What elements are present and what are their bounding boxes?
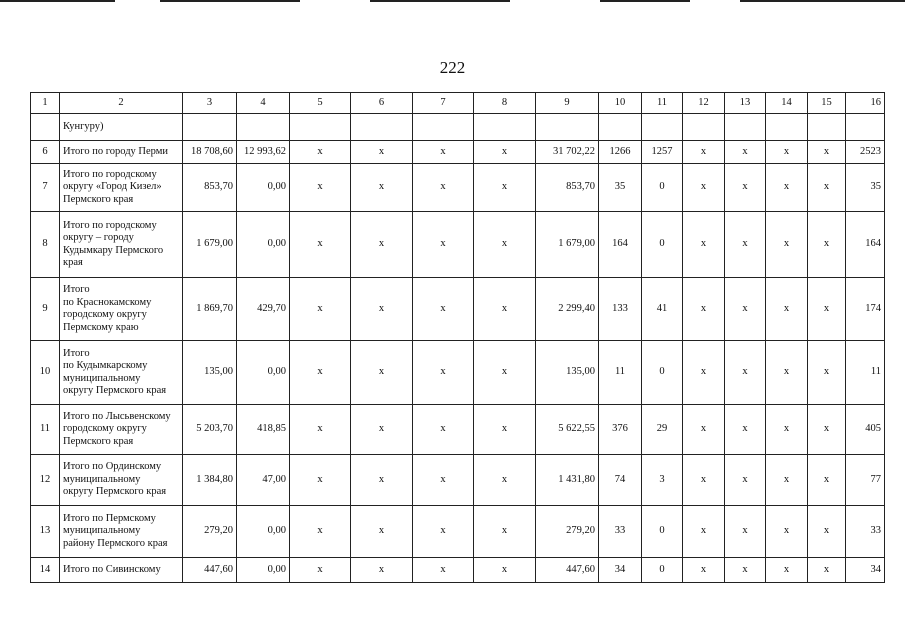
table-row [31, 405, 885, 455]
row-name-cell [60, 141, 183, 164]
cell-c6: х [351, 455, 413, 506]
cell-c8: х [474, 341, 536, 405]
cell-c13 [725, 114, 766, 141]
cell-c5: х [290, 278, 351, 341]
cell-c4: 47,00 [237, 455, 290, 506]
cell-c5: х [290, 341, 351, 405]
cell-c5: х [290, 558, 351, 583]
cell-c12: х [683, 558, 725, 583]
cell-c8: х [474, 405, 536, 455]
cell-c14 [766, 114, 808, 141]
cell-c9: 5 622,55 [536, 405, 599, 455]
top-rule-mid [370, 0, 510, 2]
cell-c14: х [766, 164, 808, 212]
cell-c13: х [725, 212, 766, 278]
cell-c7 [413, 114, 474, 141]
header-cell-10: 10 [599, 93, 642, 114]
cell-c4: 418,85 [237, 405, 290, 455]
cell-c6: х [351, 558, 413, 583]
cell-c15: х [808, 164, 846, 212]
row-name-line: Итого по Ординскому [63, 461, 162, 473]
cell-c14: х [766, 455, 808, 506]
cell-c3: 5 203,70 [183, 405, 237, 455]
row-name-line: Итого по городу Перми [63, 145, 169, 157]
cell-c15: х [808, 506, 846, 558]
cell-c10: 133 [599, 278, 642, 341]
cell-c10: 33 [599, 506, 642, 558]
cell-c7: х [413, 506, 474, 558]
header-cell-5: 5 [290, 93, 351, 114]
page-number: 222 [439, 58, 466, 77]
cell-c9: 279,20 [536, 506, 599, 558]
cell-c11: 29 [642, 405, 683, 455]
cell-c15: х [808, 278, 846, 341]
cell-c13: х [725, 558, 766, 583]
cell-c6: х [351, 212, 413, 278]
cell-c4 [237, 114, 290, 141]
cell-c10: 74 [599, 455, 642, 506]
cell-c12 [683, 114, 725, 141]
cell-c14: х [766, 141, 808, 164]
cell-c11: 41 [642, 278, 683, 341]
row-number-cell: 9 [31, 278, 60, 341]
header-cell-15: 15 [808, 93, 846, 114]
table-body [31, 114, 885, 583]
row-number-cell: 14 [31, 558, 60, 583]
cell-c9: 447,60 [536, 558, 599, 583]
cell-c10 [599, 114, 642, 141]
cell-c4: 0,00 [237, 164, 290, 212]
cell-c4: 0,00 [237, 558, 290, 583]
data-table [30, 92, 885, 583]
top-rule-far-right [740, 0, 905, 2]
cell-c9: 853,70 [536, 164, 599, 212]
row-name-cell [60, 278, 183, 341]
cell-c16: 35 [846, 164, 885, 212]
cell-c15: х [808, 341, 846, 405]
cell-c5: х [290, 141, 351, 164]
cell-c3: 1 869,70 [183, 278, 237, 341]
cell-c5 [290, 114, 351, 141]
cell-c5: х [290, 164, 351, 212]
cell-c15: х [808, 455, 846, 506]
cell-c8: х [474, 278, 536, 341]
cell-c3: 135,00 [183, 341, 237, 405]
cell-c3: 1 679,00 [183, 212, 237, 278]
cell-c11: 0 [642, 212, 683, 278]
cell-c12: х [683, 278, 725, 341]
cell-c3: 279,20 [183, 506, 237, 558]
cell-c13: х [725, 141, 766, 164]
cell-c16 [846, 114, 885, 141]
cell-c8: х [474, 164, 536, 212]
cell-c7: х [413, 278, 474, 341]
row-name-line: по Кудымкарскому [63, 360, 148, 371]
cell-c7: х [413, 141, 474, 164]
cell-c3: 18 708,60 [183, 141, 237, 164]
row-name-cell [60, 164, 183, 212]
header-cell-8: 8 [474, 93, 536, 114]
cell-c8: х [474, 506, 536, 558]
cell-c8: х [474, 141, 536, 164]
header-cell-2: 2 [60, 93, 183, 114]
cell-c12: х [683, 141, 725, 164]
cell-c7: х [413, 212, 474, 278]
cell-c8 [474, 114, 536, 141]
row-name-cell [60, 114, 183, 141]
table-row [31, 558, 885, 583]
cell-c6: х [351, 405, 413, 455]
cell-c5: х [290, 212, 351, 278]
cell-c16: 33 [846, 506, 885, 558]
cell-c14: х [766, 405, 808, 455]
header-cell-1: 1 [31, 93, 60, 114]
cell-c13: х [725, 341, 766, 405]
cell-c9: 135,00 [536, 341, 599, 405]
row-name-line: Итого [63, 347, 90, 359]
cell-c13: х [725, 405, 766, 455]
cell-c15: х [808, 212, 846, 278]
cell-c6: х [351, 278, 413, 341]
cell-c5: х [290, 405, 351, 455]
row-name-cell [60, 212, 183, 278]
header-cell-3: 3 [183, 93, 237, 114]
cell-c15: х [808, 141, 846, 164]
cell-c14: х [766, 558, 808, 583]
top-rule-mid-left [160, 0, 300, 2]
table-row [31, 164, 885, 212]
row-number-cell: 6 [31, 141, 60, 164]
cell-c13: х [725, 506, 766, 558]
row-name-line: городскому округу [63, 309, 147, 320]
table-row [31, 114, 885, 141]
cell-c16: 2523 [846, 141, 885, 164]
cell-c11: 0 [642, 506, 683, 558]
row-name-cell [60, 405, 183, 455]
table-row [31, 341, 885, 405]
row-name-line: округу Пермского края [63, 385, 167, 396]
cell-c10: 35 [599, 164, 642, 212]
row-name-line: Итого по городскому [63, 168, 157, 180]
cell-c11: 0 [642, 558, 683, 583]
cell-c12: х [683, 164, 725, 212]
cell-c7: х [413, 455, 474, 506]
row-name-cell [60, 558, 183, 583]
cell-c11: 1257 [642, 141, 683, 164]
row-name-line: Итого [63, 284, 90, 295]
cell-c13: х [725, 278, 766, 341]
header-cell-9: 9 [536, 93, 599, 114]
cell-c3: 1 384,80 [183, 455, 237, 506]
cell-c16: 174 [846, 278, 885, 341]
cell-c16: 164 [846, 212, 885, 278]
row-number-cell: 13 [31, 506, 60, 558]
cell-c4: 12 993,62 [237, 141, 290, 164]
cell-c10: 11 [599, 341, 642, 405]
table-row [31, 278, 885, 341]
row-name-line: округу Пермского края [63, 486, 167, 498]
cell-c7: х [413, 341, 474, 405]
table-row [31, 212, 885, 278]
table-row [31, 141, 885, 164]
row-name-line: муниципальному [63, 525, 141, 537]
row-number-cell: 11 [31, 405, 60, 455]
cell-c6: х [351, 506, 413, 558]
header-row [31, 93, 885, 114]
row-name-line: Итого по Лысьвенскому [63, 410, 171, 422]
top-rule-left [0, 0, 115, 2]
cell-c16: 11 [846, 341, 885, 405]
cell-c11: 0 [642, 341, 683, 405]
cell-c11 [642, 114, 683, 141]
row-name-line: по Краснокамскому [63, 296, 152, 308]
header-cell-16: 16 [846, 93, 885, 114]
cell-c4: 0,00 [237, 212, 290, 278]
row-name-cell [60, 341, 183, 405]
row-name-line: края [63, 257, 83, 268]
cell-c11: 0 [642, 164, 683, 212]
cell-c5: х [290, 506, 351, 558]
header-cell-14: 14 [766, 93, 808, 114]
cell-c12: х [683, 212, 725, 278]
cell-c4: 0,00 [237, 506, 290, 558]
row-name-cell [60, 506, 183, 558]
cell-c3: 853,70 [183, 164, 237, 212]
cell-c9: 1 431,80 [536, 455, 599, 506]
cell-c10: 34 [599, 558, 642, 583]
row-name-line: Итого по городскому [63, 219, 157, 231]
cell-c12: х [683, 506, 725, 558]
cell-c16: 77 [846, 455, 885, 506]
cell-c13: х [725, 455, 766, 506]
row-number-cell [31, 114, 60, 141]
cell-c14: х [766, 506, 808, 558]
row-name-line: муниципальному [63, 473, 141, 485]
top-rule-right [600, 0, 690, 2]
cell-c7: х [413, 405, 474, 455]
cell-c3: 447,60 [183, 558, 237, 583]
header-cell-4: 4 [237, 93, 290, 114]
header-cell-13: 13 [725, 93, 766, 114]
cell-c4: 0,00 [237, 341, 290, 405]
header-cell-12: 12 [683, 93, 725, 114]
row-name-line: муниципальному [63, 372, 141, 384]
row-name-line: Итого по Сивинскому [63, 563, 161, 575]
row-name-cell [60, 455, 183, 506]
row-name-line: району Пермского края [63, 537, 168, 549]
cell-c10: 164 [599, 212, 642, 278]
row-name-line: Пермскому краю [63, 321, 139, 333]
table-row [31, 455, 885, 506]
cell-c10: 376 [599, 405, 642, 455]
cell-c15: х [808, 558, 846, 583]
row-number-cell: 7 [31, 164, 60, 212]
cell-c6: х [351, 164, 413, 212]
row-name-line: Кудымкару Пермского [63, 244, 164, 256]
cell-c10: 1266 [599, 141, 642, 164]
cell-c16: 405 [846, 405, 885, 455]
cell-c5: х [290, 455, 351, 506]
cell-c12: х [683, 405, 725, 455]
row-name-line: округу – городу [63, 232, 134, 243]
cell-c12: х [683, 341, 725, 405]
row-name-line: Пермского края [63, 435, 134, 447]
cell-c9: 1 679,00 [536, 212, 599, 278]
cell-c13: х [725, 164, 766, 212]
cell-c9 [536, 114, 599, 141]
header-cell-6: 6 [351, 93, 413, 114]
row-name-line: Кунгуру) [63, 120, 104, 132]
cell-c8: х [474, 212, 536, 278]
header-cell-7: 7 [413, 93, 474, 114]
cell-c9: 2 299,40 [536, 278, 599, 341]
cell-c16: 34 [846, 558, 885, 583]
cell-c9: 31 702,22 [536, 141, 599, 164]
cell-c4: 429,70 [237, 278, 290, 341]
row-name-line: Итого по Пермскому [63, 512, 156, 524]
row-name-line: округу «Город Кизел» [63, 181, 162, 193]
cell-c14: х [766, 341, 808, 405]
header-cell-11: 11 [642, 93, 683, 114]
cell-c12: х [683, 455, 725, 506]
table-row [31, 506, 885, 558]
cell-c7: х [413, 164, 474, 212]
cell-c8: х [474, 558, 536, 583]
cell-c15 [808, 114, 846, 141]
row-name-line: городскому округу [63, 423, 147, 435]
cell-c7: х [413, 558, 474, 583]
cell-c8: х [474, 455, 536, 506]
cell-c6: х [351, 341, 413, 405]
row-number-cell: 12 [31, 455, 60, 506]
row-number-cell: 10 [31, 341, 60, 405]
cell-c15: х [808, 405, 846, 455]
cell-c3 [183, 114, 237, 141]
row-name-line: Пермского края [63, 193, 134, 205]
cell-c11: 3 [642, 455, 683, 506]
row-number-cell: 8 [31, 212, 60, 278]
cell-c6: х [351, 141, 413, 164]
cell-c6 [351, 114, 413, 141]
cell-c14: х [766, 212, 808, 278]
cell-c14: х [766, 278, 808, 341]
